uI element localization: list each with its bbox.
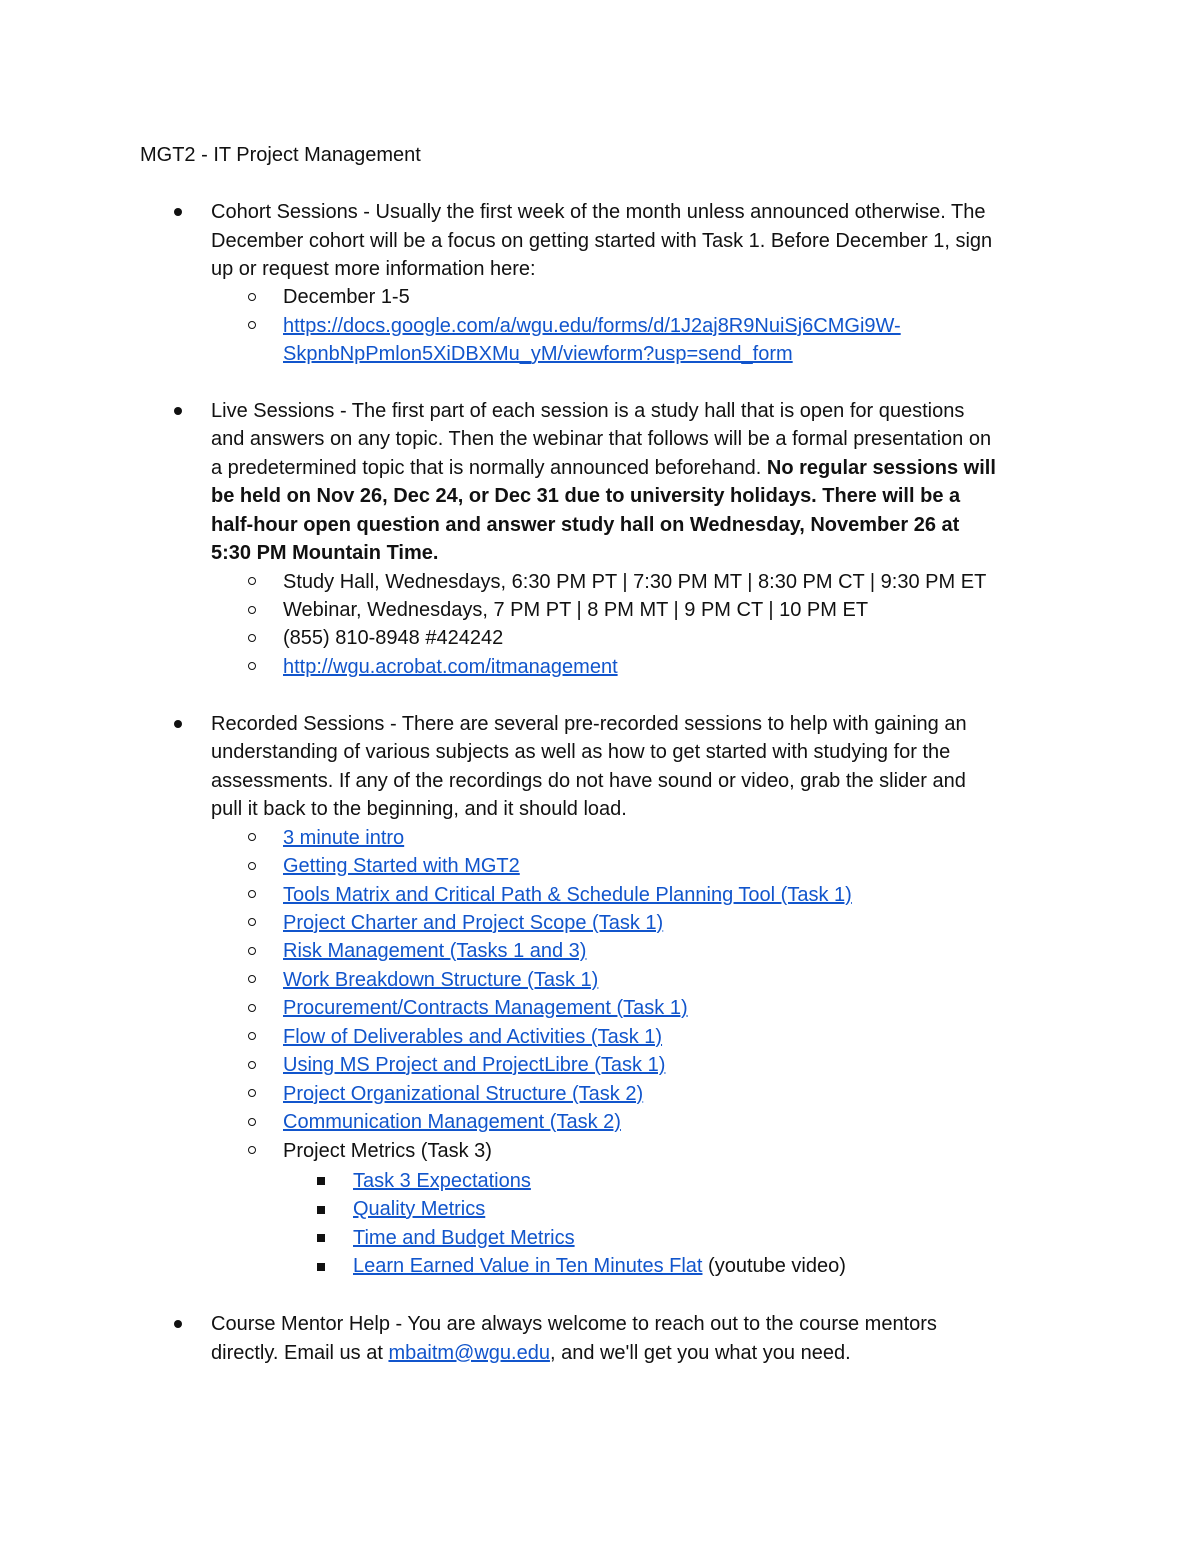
mentor-text-line: [211, 1339, 851, 1367]
metrics-link[interactable]: Time and Budget Metrics: [353, 1227, 575, 1249]
circle-bullet-icon: [248, 890, 256, 898]
recorded-link[interactable]: Flow of Deliverables and Activities (Task 1): [283, 1026, 663, 1048]
phone-number: (855) 810-8948 #424242: [283, 627, 504, 649]
live-text-bold: No regular sessions will: [761, 457, 996, 479]
square-bullet-icon: [317, 1177, 325, 1185]
mentor-text-line: Course Mentor Help - You are always welcome to reach out to the course mentors: [211, 1313, 937, 1335]
recorded-link[interactable]: Risk Management (Tasks 1 and 3): [283, 940, 587, 962]
recorded-text-line: understanding of various subjects as well as how to get started with studying for the: [211, 741, 951, 763]
circle-bullet-icon: [248, 1061, 256, 1069]
metrics-link[interactable]: Task 3 Expectations: [353, 1170, 531, 1192]
circle-bullet-icon: [248, 606, 256, 614]
circle-bullet-icon: [248, 662, 256, 670]
youtube-note: (youtube video): [702, 1255, 846, 1277]
circle-bullet-icon: [248, 1118, 256, 1126]
circle-bullet-icon: [248, 293, 256, 301]
cohort-text-line: Cohort Sessions - Usually the first week of the month unless announced otherwise. The: [211, 201, 986, 223]
recorded-link[interactable]: Procurement/Contracts Management (Task 1): [283, 997, 688, 1019]
bullet-icon: [174, 1320, 182, 1328]
study-hall-schedule: Study Hall, Wednesdays, 6:30 PM PT | 7:30 PM MT | 8:30 PM CT | 9:30 PM ET: [283, 571, 987, 593]
circle-bullet-icon: [248, 918, 256, 926]
mentor-text-post: , and we'll get you what you need.: [549, 1342, 851, 1364]
bullet-icon: [174, 208, 182, 216]
cohort-signup-link-continued[interactable]: SkpnbNpPmlon5XiDBXMu_yM/viewform?usp=send_form: [283, 343, 793, 365]
live-text-line: Live Sessions - The first part of each session is a study hall that is open for questions: [211, 400, 965, 422]
circle-bullet-icon: [248, 577, 256, 585]
circle-bullet-icon: [248, 1146, 256, 1154]
circle-bullet-icon: [248, 634, 256, 642]
metrics-link[interactable]: Quality Metrics: [353, 1198, 486, 1220]
earned-value-link[interactable]: Learn Earned Value in Ten Minutes Flat: [353, 1255, 703, 1277]
live-holiday-notice: half-hour open question and answer study hall on Wednesday, November 26 at: [211, 514, 960, 536]
metrics-line: [353, 1252, 846, 1280]
circle-bullet-icon: [248, 1032, 256, 1040]
webinar-schedule: Webinar, Wednesdays, 7 PM PT | 8 PM MT | 9 PM CT | 10 PM ET: [283, 599, 869, 621]
square-bullet-icon: [317, 1234, 325, 1242]
live-holiday-notice: be held on Nov 26, Dec 24, or Dec 31 due to university holidays. There will be a: [211, 485, 961, 507]
circle-bullet-icon: [248, 1004, 256, 1012]
circle-bullet-icon: [248, 833, 256, 841]
recorded-text-line: assessments. If any of the recordings do not have sound or video, grab the slider and: [211, 770, 966, 792]
recorded-link[interactable]: Project Charter and Project Scope (Task 1): [283, 912, 664, 934]
cohort-date: December 1-5: [283, 286, 410, 308]
recorded-text-line: pull it back to the beginning, and it should load.: [211, 798, 627, 820]
square-bullet-icon: [317, 1263, 325, 1271]
cohort-text-line: up or request more information here:: [211, 258, 536, 280]
mentor-email-link[interactable]: mbaitm@wgu.edu: [388, 1342, 550, 1364]
circle-bullet-icon: [248, 321, 256, 329]
live-text-plain: a predetermined topic that is normally announced beforehand.: [211, 457, 762, 479]
circle-bullet-icon: [248, 862, 256, 870]
recorded-link[interactable]: Communication Management (Task 2): [283, 1111, 621, 1133]
square-bullet-icon: [317, 1206, 325, 1214]
recorded-link[interactable]: Project Organizational Structure (Task 2): [283, 1083, 644, 1105]
bullet-icon: [174, 720, 182, 728]
circle-bullet-icon: [248, 947, 256, 955]
mentor-text-pre: directly. Email us at: [211, 1342, 389, 1364]
live-text-line: [211, 454, 996, 482]
recorded-link[interactable]: 3 minute intro: [283, 827, 405, 849]
recorded-link[interactable]: Getting Started with MGT2: [283, 855, 520, 877]
circle-bullet-icon: [248, 975, 256, 983]
live-holiday-notice: 5:30 PM Mountain Time.: [211, 542, 439, 564]
acrobat-link[interactable]: http://wgu.acrobat.com/itmanagement: [283, 656, 618, 678]
recorded-link[interactable]: Tools Matrix and Critical Path & Schedule Planning Tool (Task 1): [283, 884, 852, 906]
recorded-link[interactable]: Using MS Project and ProjectLibre (Task 1): [283, 1054, 666, 1076]
cohort-signup-link[interactable]: https://docs.google.com/a/wgu.edu/forms/d/1J2aj8R9NuiSj6CMGi9W-: [283, 315, 901, 337]
cohort-text-line: December cohort will be a focus on getting started with Task 1. Before December 1, sign: [211, 230, 993, 252]
live-text-line: and answers on any topic. Then the webinar that follows will be a formal presentation on: [211, 428, 992, 450]
recorded-text-line: Recorded Sessions - There are several pre-recorded sessions to help with gaining an: [211, 713, 967, 735]
circle-bullet-icon: [248, 1089, 256, 1097]
recorded-link[interactable]: Work Breakdown Structure (Task 1): [283, 969, 599, 991]
project-metrics-label: Project Metrics (Task 3): [283, 1140, 492, 1162]
page-title: MGT2 - IT Project Management: [140, 144, 421, 166]
bullet-icon: [174, 407, 182, 415]
